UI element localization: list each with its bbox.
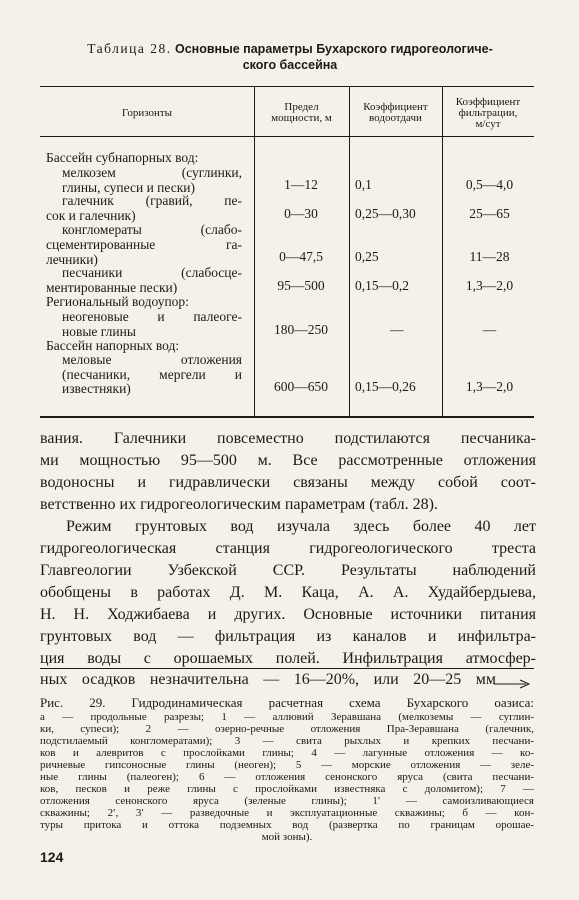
horizon-name-line: глины, супеси и пески) (62, 180, 195, 195)
horizon-group-label: Бассейн напорных вод: (46, 338, 180, 353)
table-caption (40, 41, 540, 73)
yield-coefficient-value: 0,25—0,30 (355, 206, 416, 221)
figure-caption-line: отложения сенонского яруса (зеленые глины); 1′ — самоизливающиеся (40, 795, 534, 807)
table-caption-title: Основные параметры Бухарского гидрогеологиче- (174, 42, 493, 56)
horizon-name-line: сок и галечник) (46, 208, 136, 223)
horizon-name-line: галечник (гравий, пе- (62, 193, 242, 208)
table-column-divider (254, 87, 255, 416)
body-text-line: гидрогеологическая станция гидрогеологического треста (40, 540, 536, 557)
page-number: 124 (40, 849, 64, 865)
figure-caption-line: ков, песков и реже глины с прослойками известняка с доломитом); 7 — (40, 783, 534, 795)
horizon-name-line: новые глины (62, 324, 136, 339)
body-text-line: вания. Галечники повсеместно подстилаются песчаника- (40, 430, 536, 447)
thickness-value: 1—12 (284, 177, 318, 192)
yield-coefficient-value: 0,15—0,2 (355, 278, 409, 293)
body-text-line: грунтовых вод — фильтрация из каналов и инфильтра- (40, 628, 536, 645)
body-text-line: ветственно их гидрогеологическим параметрам (табл. 28). (40, 496, 438, 513)
header-horizons: Горизонты (121, 106, 173, 119)
figure-caption-line: ные глины (палеоген); 6 — отложения сенонского яруса (свита песчани- (40, 771, 534, 783)
body-text-line: ми мощностью 95—500 м. Все рассмотренные отложения (40, 452, 536, 469)
figure-caption-line: ков и алевритов с прослойками глины; 4 — лагунные отложения — ко- (40, 747, 534, 759)
figure-caption-line: ричневые гипсоносные глины (неоген); 5 — морские отложения — зеле- (40, 759, 534, 771)
horizon-name-line: сцементированные га- (46, 237, 242, 252)
figure-caption-line: туры притока и оттока подземных вод (развертка по границам орошае- (40, 819, 534, 831)
filtration-coefficient-value: 25—65 (469, 206, 510, 221)
header-yield-coefficient: Коэффициент водоотдачи (363, 101, 428, 124)
header-filtration-coefficient: Коэффициент фильтрации, м/сут (455, 95, 521, 130)
table-top-rule (40, 86, 534, 87)
horizon-group-label: Бассейн субнапорных вод: (46, 150, 199, 165)
page-divider (40, 668, 534, 669)
table-column-divider (442, 87, 443, 416)
body-text-line: ция воды с орошаемых полей. Инфильтрация атмосфер- (40, 650, 536, 667)
yield-coefficient-value: — (390, 322, 404, 337)
filtration-coefficient-value: 0,5—4,0 (465, 177, 514, 192)
filtration-coefficient-value: 1,3—2,0 (465, 379, 514, 394)
thickness-value: 0—47,5 (279, 249, 323, 264)
horizon-name-line: неогеновые и палеоге- (62, 309, 242, 324)
figure-caption-line: подстилаемый конгломератами); 3 — свита рыхлых и крепких песчани- (40, 735, 534, 747)
horizon-name-line: конгломераты (слабо- (62, 222, 242, 237)
table-caption-number: Таблица 28. (87, 41, 172, 56)
horizon-name-line: (песчаники, мергели и (62, 367, 242, 382)
body-text-line: Главгеологии Узбекской ССР. Результаты наблюдений (40, 562, 536, 579)
horizon-name-line: ментированные пески) (46, 280, 178, 295)
filtration-coefficient-value: 1,3—2,0 (465, 278, 514, 293)
figure-caption-line: а — продольные разрезы; 1 — аллювий Зеравшана (мелкоземы — суглин- (40, 711, 534, 723)
thickness-value: 0—30 (284, 206, 318, 221)
horizon-group-label: Региональный водоупор: (46, 294, 189, 309)
yield-coefficient-value: 0,25 (355, 249, 379, 264)
thickness-value: 95—500 (277, 278, 325, 293)
header-thickness: Предел мощности, м (271, 101, 332, 124)
arrow-right-icon (494, 679, 530, 689)
body-text-line: водоносны и гидравлически связаны между собой соот- (40, 474, 536, 491)
filtration-coefficient-value: — (482, 322, 497, 337)
figure-caption-title: Рис. 29. Гидродинамическая расчетная схема Бухарского оазиса: (40, 695, 534, 710)
yield-coefficient-value: 0,15—0,26 (355, 379, 416, 394)
body-text-line: Режим грунтовых вод изучала здесь более 40 лет (66, 518, 536, 535)
horizon-name-line: мелкозем (суглинки, (62, 165, 242, 180)
yield-coefficient-value: 0,1 (355, 177, 372, 192)
horizon-name-line: лечники) (46, 252, 98, 267)
body-text-line: ных осадков незначительна — 16—20%, или 20—25 мм (40, 671, 496, 688)
table-caption-title-line2: ского бассейна (242, 58, 338, 72)
body-text-line: обобщены в работах Д. М. Каца, А. А. Худайбердыева, (40, 584, 536, 601)
horizon-name-line: меловые отложения (62, 352, 242, 367)
horizon-name-line: песчаники (слабосце- (62, 265, 242, 280)
thickness-value: 600—650 (274, 379, 328, 394)
table-bottom-rule (40, 416, 534, 418)
body-text-line: Н. Н. Ходжибаева и других. Основные источники питания (40, 606, 536, 623)
thickness-value: 180—250 (274, 322, 328, 337)
figure-caption-line: мой зоны). (261, 831, 313, 843)
table-header-rule (40, 136, 534, 137)
figure-caption-line: ки, супеси); 2 — озерно-речные отложения Пра-Зеравшана (галечник, (40, 723, 534, 735)
horizon-name-line: известняки) (62, 381, 131, 396)
filtration-coefficient-value: 11—28 (469, 249, 510, 264)
figure-caption-line: скважины; 2′, 3′ — разведочные и эксплуатационные скважины; б — кон- (40, 807, 534, 819)
table-column-divider (349, 87, 350, 416)
